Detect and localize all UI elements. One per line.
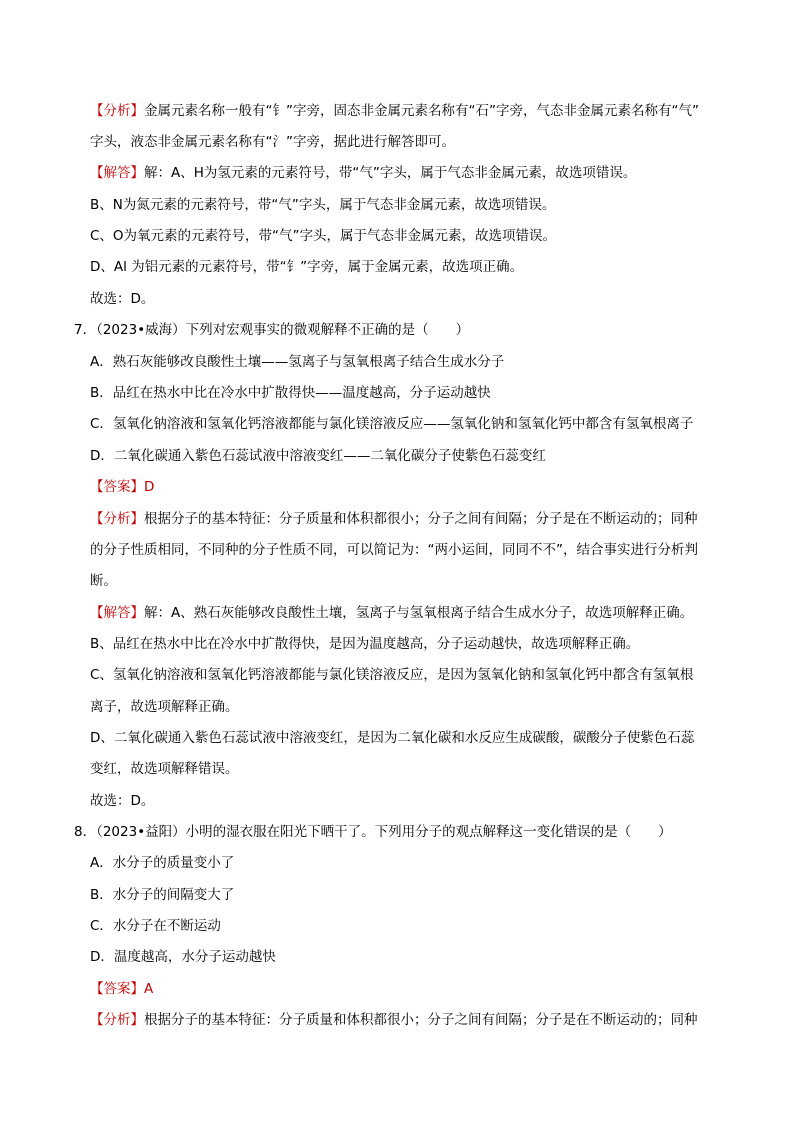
- solution-text: 解：A、熟石灰能够改良酸性土壤，氢离子与氢氧根离子结合生成水分子，故选项解释正确。: [144, 605, 694, 621]
- answer-label: 【答案】: [90, 479, 144, 495]
- q7-solution-line-4: 离子，故选项解释正确。: [90, 699, 239, 715]
- q8-answer: [90, 979, 153, 999]
- q7-solution-line-6: 变红，故选项解释错误。: [90, 761, 239, 777]
- q7-solution-line-5: D、二氧化碳通入紫色石蕊试液中溶液变红，是因为二氧化碳和水反应生成碳酸，碳酸分子使紫色石蕊: [90, 730, 695, 746]
- q7-solution-line-7: 故选：D。: [90, 793, 155, 809]
- answer-value: A: [144, 981, 154, 997]
- q7-solution-line-3: C、氢氧化钠溶液和氢氧化钙溶液都能与氯化镁溶液反应，是因为氢氧化钠和氢氧化钙中都含有氢氧根: [90, 667, 694, 683]
- q8-option-d: D．温度越高，水分子运动越快: [90, 949, 276, 965]
- q7-solution-line-1: [90, 603, 693, 623]
- q7-stem: 7．（2023•威海）下列对宏观事实的微观解释不正确的是（ ）: [74, 322, 470, 338]
- q7-option-a: A．熟石灰能够改良酸性土壤——氢离子与氢氧根离子结合生成水分子: [90, 354, 505, 370]
- analysis-label: 【分析】: [90, 511, 144, 527]
- q7-option-c: C．氢氧化钠溶液和氢氧化钙溶液都能与氯化镁溶液反应——氢氧化钠和氢氧化钙中都含有氢氧根离子: [90, 416, 694, 432]
- analysis-text: 根据分子的基本特征：分子质量和体积都很小；分子之间有间隔；分子是在不断运动的；同种: [144, 511, 698, 527]
- q8-stem: 8．（2023•益阳）小明的湿衣服在阳光下晒干了。下列用分子的观点解释这一变化错误的是（ ）: [74, 824, 672, 840]
- prev-analysis-line-2: 字头，液态非金属元素名称有“氵”字旁，据此进行解答即可。: [90, 134, 455, 150]
- q7-option-d: D．二氧化碳通入紫色石蕊试液中溶液变红——二氧化碳分子使紫色石蕊变红: [90, 448, 546, 464]
- solution-text: 解：A、H为氢元素的元素符号，带“气”字头，属于气态非金属元素，故选项错误。: [144, 165, 637, 181]
- analysis-label: 【分析】: [90, 103, 144, 119]
- q7-analysis-line-3: 断。: [90, 573, 117, 589]
- prev-solution-line-3: C、O为氧元素的元素符号，带“气”字头，属于气态非金属元素，故选项错误。: [90, 228, 557, 244]
- q8-analysis-line-1: [90, 1010, 698, 1030]
- q7-answer: [90, 477, 154, 497]
- q8-option-b: B．水分子的间隔变大了: [90, 887, 235, 903]
- q7-analysis-line-2: 的分子性质相同，不同种的分子性质不同，可以简记为：“两小运间，同同不不”，结合事实进行分析判: [90, 542, 698, 558]
- prev-solution-line-2: B、N为氮元素的元素符号，带“气”字头，属于气态非金属元素，故选项错误。: [90, 197, 556, 213]
- prev-solution-line-1: [90, 163, 636, 183]
- solution-label: 【解答】: [90, 605, 144, 621]
- analysis-text: 金属元素名称一般有“钅”字旁，固态非金属元素名称有“石”字旁，气态非金属元素名称有“气”: [144, 103, 699, 119]
- analysis-text: 根据分子的基本特征：分子质量和体积都很小；分子之间有间隔；分子是在不断运动的；同种: [144, 1012, 698, 1028]
- prev-analysis-line-1: [90, 101, 699, 121]
- answer-label: 【答案】: [90, 981, 144, 997]
- prev-solution-line-5: 故选：D。: [90, 291, 155, 307]
- solution-label: 【解答】: [90, 165, 144, 181]
- answer-value: D: [144, 479, 155, 495]
- prev-solution-line-4: D、Al 为铝元素的元素符号，带“钅”字旁，属于金属元素，故选项正确。: [90, 259, 524, 275]
- q8-option-a: A．水分子的质量变小了: [90, 855, 235, 871]
- q7-option-b: B．品红在热水中比在冷水中扩散得快——温度越高，分子运动越快: [90, 385, 491, 401]
- analysis-label: 【分析】: [90, 1012, 144, 1028]
- q8-option-c: C．水分子在不断运动: [90, 918, 221, 934]
- q7-analysis-line-1: [90, 509, 698, 529]
- q7-solution-line-2: B、品红在热水中比在冷水中扩散得快，是因为温度越高，分子运动越快，故选项解释正确。: [90, 636, 640, 652]
